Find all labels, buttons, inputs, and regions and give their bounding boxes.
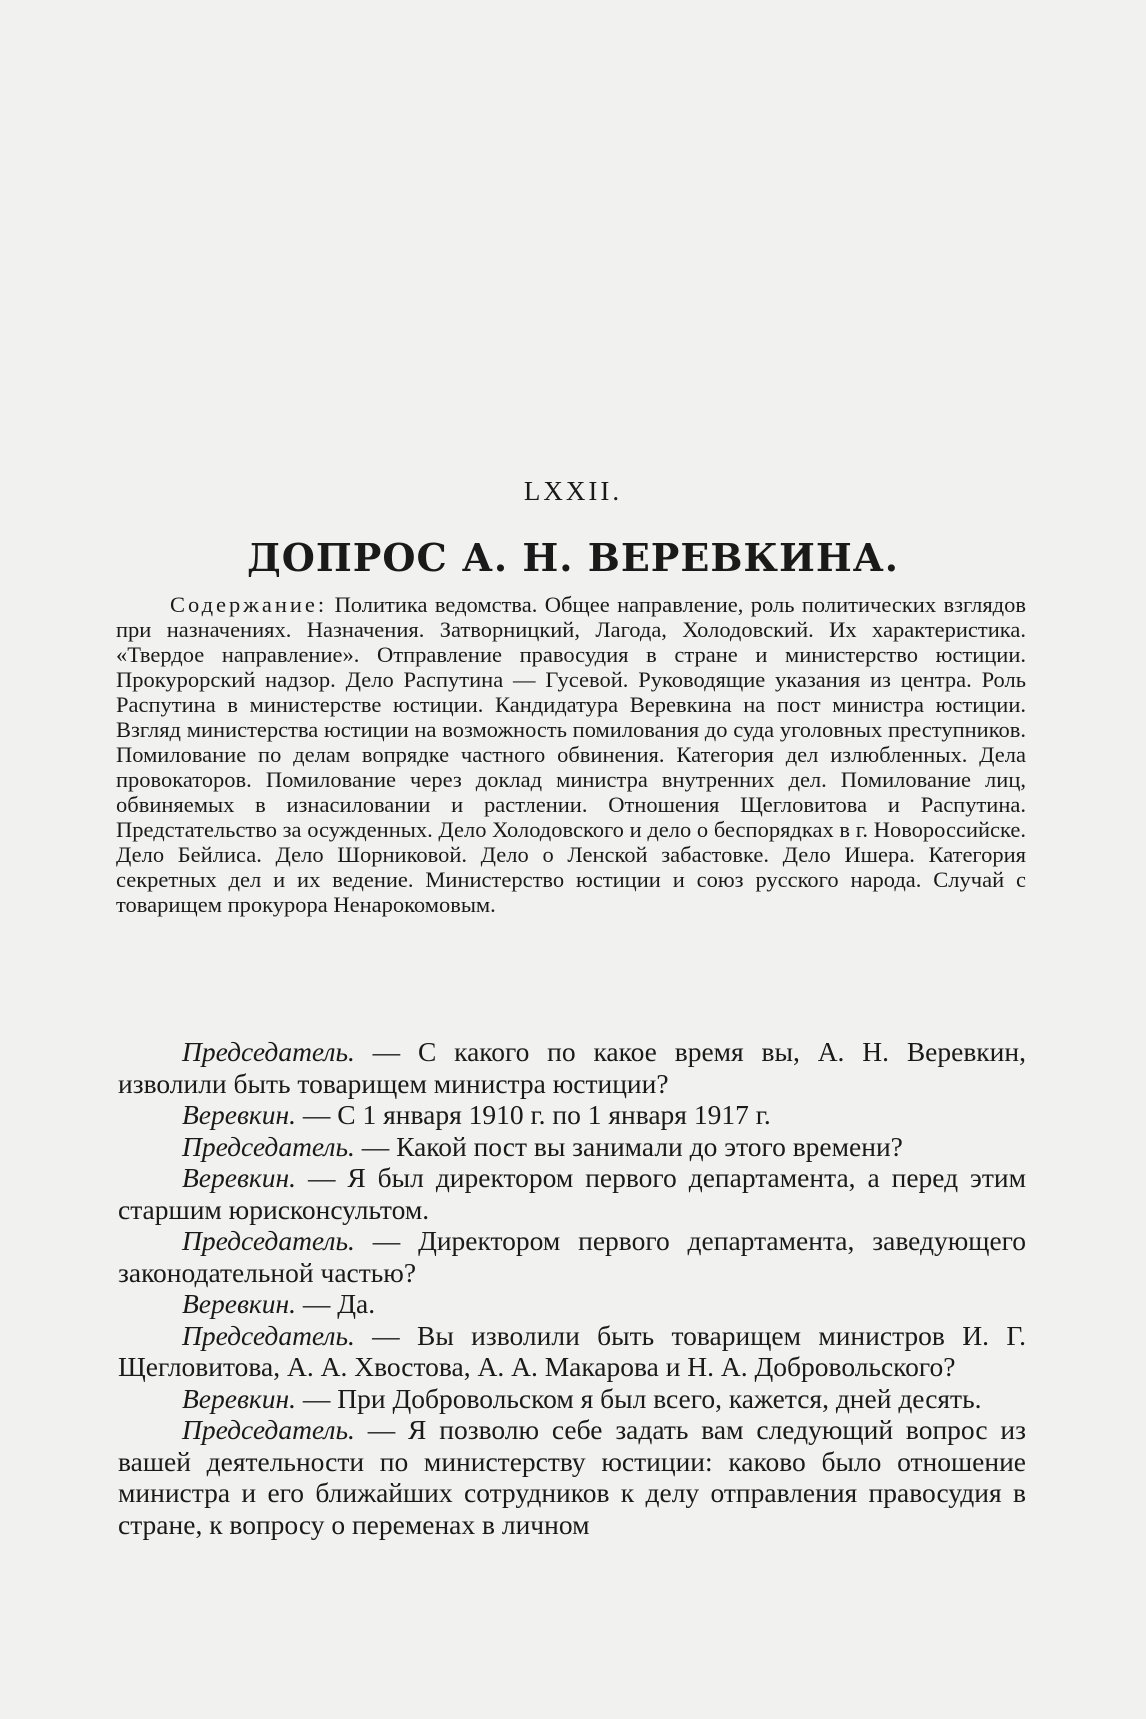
summary-label: Содержание: <box>170 592 328 617</box>
dialogue-paragraph <box>118 1383 1026 1415</box>
chapter-number: LXXII. <box>523 476 623 506</box>
dialogue-paragraph <box>118 1288 1026 1320</box>
dialogue-paragraph <box>118 1320 1026 1383</box>
contents-summary <box>116 592 1026 917</box>
dialogue-paragraph <box>118 1036 1026 1099</box>
summary-text: Политика ведомства. Общее направление, роль политических взглядов при назначениях. Назначения. Затворницкий, Лагода, Холодовский. Их характеристика. «Твердое направление». Отправление правосудия в стране и министерство юстиции. Прокурорский надзор. Дело Распутина — Гусевой. Руководящие указания из центра. Роль Распутина в министерстве юстиции. Кандидатура Веревкина на пост министра юстиции. Взгляд министерства юстиции на возможность помилования до суда уголовных преступников. Помилование по делам вопрядке частного обвинения. Категория дел излюбленных. Дела провокаторов. Помилование через доклад министра внутренних дел. Помилование лиц, обвиняемых в изнасиловании и растлении. Отношения Щегловитова и Распутина. Предстательство за осужденных. Дело Холодовского и дело о беспорядках в г. Новороссийске. Дело Бейлиса. Дело Шорниковой. Дело о Ленской забастовке. Дело Ишера. Категория секретных дел и их ведение. Министерство юстиции и союз русского народа. Случай с товарищем прокурора Ненарокомовым. <box>116 592 1026 917</box>
dialogue-paragraph <box>118 1162 1026 1225</box>
speech-text: — С какого по какое время вы, А. Н. Веревкин, изволили быть товарищем министра юстиции? <box>118 1036 1026 1099</box>
dialogue-paragraph <box>118 1131 1026 1163</box>
speaker-name: Председатель. <box>182 1225 373 1256</box>
speaker-name: Председатель. <box>182 1036 373 1067</box>
speaker-name: Веревкин. <box>182 1099 303 1130</box>
speech-text: — Директором первого департамента, заведующего законодательной частью? <box>118 1225 1026 1288</box>
speech-text: — Да. <box>302 1288 376 1319</box>
speaker-name: Веревкин. <box>182 1288 303 1319</box>
speech-text: — При Добровольском я был всего, кажется, дней десять. <box>302 1382 982 1414</box>
speaker-name: Председатель. <box>182 1319 373 1351</box>
dialogue-paragraph <box>118 1225 1026 1288</box>
speaker-name: Председатель. <box>182 1414 368 1445</box>
speaker-name: Веревкин. <box>182 1162 308 1193</box>
speaker-name: Председатель. <box>182 1130 362 1162</box>
speech-text: — Я позволю себе задать вам следующий вопрос из вашей деятельности по министерству юстиции: каково было отношение министра и его ближайших сотрудников к делу отправления правосудия в стране, к вопросу о переменах в личном <box>118 1414 1026 1540</box>
speech-text: — С 1 января 1910 г. по 1 января 1917 г. <box>302 1099 771 1130</box>
interrogation-dialogue <box>118 1036 1026 1540</box>
speech-text: — Я был директором первого департамента, а перед этим старшим юрисконсультом. <box>118 1162 1026 1225</box>
speech-text: — Вы изволили быть товарищем министров И. Г. Щегловитова, А. А. Хвостова, А. А. Макарова и Н. А. Добровольского? <box>118 1319 1026 1382</box>
speaker-name: Веревкин. <box>182 1382 303 1414</box>
speech-text: — Какой пост вы занимали до этого времени? <box>361 1130 903 1162</box>
page-title: ДОПРОС А. Н. ВЕРЕВКИНА. <box>247 535 899 580</box>
dialogue-paragraph <box>118 1099 1026 1131</box>
dialogue-paragraph <box>118 1414 1026 1540</box>
